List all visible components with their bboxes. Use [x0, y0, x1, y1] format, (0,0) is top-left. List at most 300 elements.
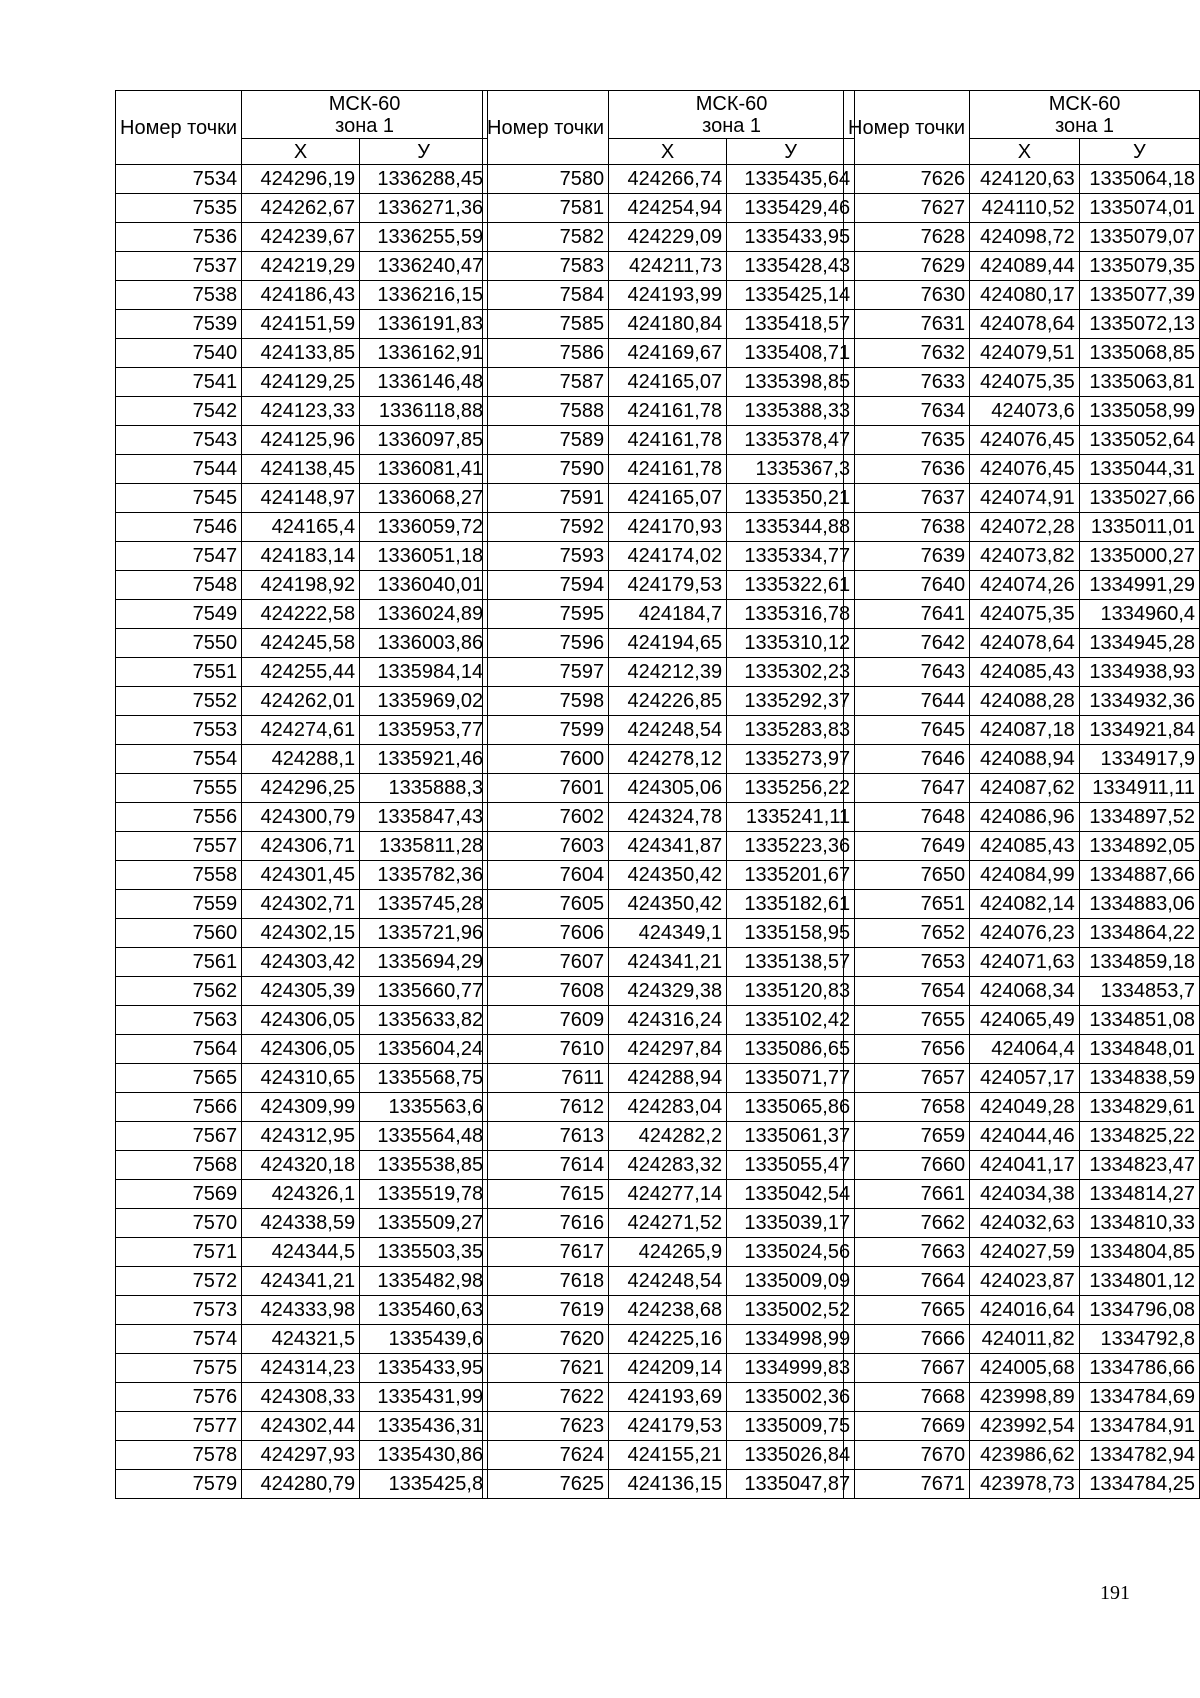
- y-coordinate-cell: 1335429,46: [727, 194, 855, 223]
- point-number-cell: 7654: [844, 977, 970, 1006]
- point-number-cell: 7536: [116, 223, 242, 252]
- table-row: [844, 1064, 1200, 1093]
- x-coordinate-cell: 424041,17: [970, 1151, 1080, 1180]
- point-number-cell: 7664: [844, 1267, 970, 1296]
- point-number-cell: 7583: [483, 252, 609, 281]
- x-coordinate-cell: 424301,45: [242, 861, 360, 890]
- table-row: [483, 194, 855, 223]
- point-number-cell: 7642: [844, 629, 970, 658]
- point-number-cell: 7534: [116, 165, 242, 194]
- point-number-cell: 7601: [483, 774, 609, 803]
- y-coordinate-cell: 1335158,95: [727, 919, 855, 948]
- y-coordinate-cell: 1335002,52: [727, 1296, 855, 1325]
- point-number-cell: 7609: [483, 1006, 609, 1035]
- x-coordinate-cell: 424341,21: [609, 948, 727, 977]
- point-number-cell: 7623: [483, 1412, 609, 1441]
- table-row: [116, 455, 488, 484]
- y-coordinate-cell: 1335439,6: [360, 1325, 488, 1354]
- point-number-cell: 7606: [483, 919, 609, 948]
- table-row: [844, 310, 1200, 339]
- x-coordinate-cell: 424297,84: [609, 1035, 727, 1064]
- table-row: [116, 977, 488, 1006]
- table-row: [483, 252, 855, 281]
- table-row: [483, 658, 855, 687]
- point-number-cell: 7639: [844, 542, 970, 571]
- x-coordinate-cell: 424226,85: [609, 687, 727, 716]
- y-coordinate-cell: 1335058,99: [1079, 397, 1199, 426]
- x-coordinate-cell: 424133,85: [242, 339, 360, 368]
- system-label: МСК-60: [328, 92, 401, 115]
- x-coordinate-cell: 424194,65: [609, 629, 727, 658]
- x-coordinate-cell: 424110,52: [970, 194, 1080, 223]
- point-number-cell: 7603: [483, 832, 609, 861]
- x-coordinate-cell: 424078,64: [970, 310, 1080, 339]
- y-coordinate-cell: 1335292,37: [727, 687, 855, 716]
- point-number-cell: 7589: [483, 426, 609, 455]
- table-row: [483, 774, 855, 803]
- y-coordinate-cell: 1335984,14: [360, 658, 488, 687]
- table-row: [483, 890, 855, 919]
- x-coordinate-cell: 424125,96: [242, 426, 360, 455]
- x-coordinate-cell: 424082,14: [970, 890, 1080, 919]
- coordinates-table-2: [482, 90, 855, 1499]
- y-coordinate-cell: 1335009,09: [727, 1267, 855, 1296]
- point-number-cell: 7552: [116, 687, 242, 716]
- point-number-cell: 7657: [844, 1064, 970, 1093]
- table-row: [116, 339, 488, 368]
- x-coordinate-cell: 424316,24: [609, 1006, 727, 1035]
- point-number-cell: 7613: [483, 1122, 609, 1151]
- zone-label: зона 1: [702, 114, 762, 137]
- point-number-cell: 7640: [844, 571, 970, 600]
- table-row: [116, 1441, 488, 1470]
- x-coordinate-cell: 424288,1: [242, 745, 360, 774]
- y-coordinate-cell: 1335433,95: [727, 223, 855, 252]
- y-coordinate-cell: 1335065,86: [727, 1093, 855, 1122]
- x-coordinate-cell: 424262,67: [242, 194, 360, 223]
- point-number-header: Номер точки: [483, 91, 609, 165]
- point-number-cell: 7645: [844, 716, 970, 745]
- table-row: [483, 1035, 855, 1064]
- table-row: [116, 426, 488, 455]
- x-coordinate-cell: 424308,33: [242, 1383, 360, 1412]
- table-row: [483, 977, 855, 1006]
- table-row: [116, 890, 488, 919]
- coordinate-system-header: [609, 91, 855, 139]
- point-number-cell: 7558: [116, 861, 242, 890]
- point-number-cell: 7535: [116, 194, 242, 223]
- y-coordinate-cell: 1335302,23: [727, 658, 855, 687]
- table-row: [844, 1238, 1200, 1267]
- y-coordinate-cell: 1336191,83: [360, 310, 488, 339]
- y-coordinate-cell: 1335811,28: [360, 832, 488, 861]
- table-row: [116, 861, 488, 890]
- table-row: [116, 513, 488, 542]
- table-row: [483, 1180, 855, 1209]
- table-row: [844, 426, 1200, 455]
- table-row: [483, 1267, 855, 1296]
- table-row: [116, 1151, 488, 1180]
- y-coordinate-cell: 1335344,88: [727, 513, 855, 542]
- table-row: [483, 571, 855, 600]
- x-coordinate-cell: 424138,45: [242, 455, 360, 484]
- x-coordinate-cell: 424073,6: [970, 397, 1080, 426]
- y-coordinate-cell: 1336040,01: [360, 571, 488, 600]
- y-coordinate-cell: 1334786,66: [1079, 1354, 1199, 1383]
- point-number-cell: 7670: [844, 1441, 970, 1470]
- x-coordinate-cell: 424180,84: [609, 310, 727, 339]
- y-coordinate-cell: 1334883,06: [1079, 890, 1199, 919]
- x-coordinate-cell: 424222,58: [242, 600, 360, 629]
- y-coordinate-cell: 1334804,85: [1079, 1238, 1199, 1267]
- x-coordinate-cell: 424306,05: [242, 1006, 360, 1035]
- table-row: [116, 484, 488, 513]
- table-row: [844, 194, 1200, 223]
- point-number-cell: 7621: [483, 1354, 609, 1383]
- x-coordinate-cell: 424278,12: [609, 745, 727, 774]
- y-coordinate-cell: 1336255,59: [360, 223, 488, 252]
- x-coordinate-cell: 424282,2: [609, 1122, 727, 1151]
- point-number-cell: 7539: [116, 310, 242, 339]
- point-number-cell: 7630: [844, 281, 970, 310]
- point-number-cell: 7655: [844, 1006, 970, 1035]
- y-coordinate-cell: 1335044,31: [1079, 455, 1199, 484]
- x-coordinate-cell: 424136,15: [609, 1470, 727, 1499]
- table-row: [116, 687, 488, 716]
- y-coordinate-cell: 1335745,28: [360, 890, 488, 919]
- table-row: [844, 339, 1200, 368]
- table-row: [844, 687, 1200, 716]
- point-number-cell: 7671: [844, 1470, 970, 1499]
- y-coordinate-cell: 1335428,43: [727, 252, 855, 281]
- table-row: [116, 629, 488, 658]
- point-number-cell: 7651: [844, 890, 970, 919]
- y-coordinate-cell: 1335074,01: [1079, 194, 1199, 223]
- y-coordinate-cell: 1335398,85: [727, 368, 855, 397]
- x-coordinate-cell: 424089,44: [970, 252, 1080, 281]
- y-coordinate-cell: 1334829,61: [1079, 1093, 1199, 1122]
- x-coordinate-cell: 424329,38: [609, 977, 727, 1006]
- y-coordinate-cell: 1335538,85: [360, 1151, 488, 1180]
- y-coordinate-cell: 1335273,97: [727, 745, 855, 774]
- table-row: [483, 1122, 855, 1151]
- table-body: [483, 165, 855, 1499]
- point-number-cell: 7590: [483, 455, 609, 484]
- table-row: [483, 1441, 855, 1470]
- y-coordinate-cell: 1335077,39: [1079, 281, 1199, 310]
- table-row: [483, 513, 855, 542]
- point-number-cell: 7620: [483, 1325, 609, 1354]
- x-coordinate-cell: 424064,4: [970, 1035, 1080, 1064]
- point-number-cell: 7618: [483, 1267, 609, 1296]
- point-number-cell: 7566: [116, 1093, 242, 1122]
- table-row: [116, 1238, 488, 1267]
- point-number-cell: 7591: [483, 484, 609, 513]
- x-coordinate-cell: 424085,43: [970, 658, 1080, 687]
- table-row: [116, 774, 488, 803]
- x-coordinate-cell: 424079,51: [970, 339, 1080, 368]
- y-coordinate-cell: 1334784,25: [1079, 1470, 1199, 1499]
- table-row: [483, 310, 855, 339]
- table-row: [483, 165, 855, 194]
- point-number-cell: 7551: [116, 658, 242, 687]
- table-row: [483, 1238, 855, 1267]
- y-coordinate-cell: 1336068,27: [360, 484, 488, 513]
- point-number-cell: 7543: [116, 426, 242, 455]
- point-number-cell: 7644: [844, 687, 970, 716]
- y-coordinate-cell: 1335310,12: [727, 629, 855, 658]
- point-number-cell: 7659: [844, 1122, 970, 1151]
- y-coordinate-cell: 1335921,46: [360, 745, 488, 774]
- table-row: [844, 252, 1200, 281]
- y-coordinate-cell: 1334960,4: [1079, 600, 1199, 629]
- point-number-cell: 7580: [483, 165, 609, 194]
- table-row: [483, 745, 855, 774]
- y-coordinate-cell: 1335519,78: [360, 1180, 488, 1209]
- table-row: [844, 1354, 1200, 1383]
- y-coordinate-cell: 1335564,48: [360, 1122, 488, 1151]
- table-row: [116, 310, 488, 339]
- x-coordinate-cell: 424071,63: [970, 948, 1080, 977]
- y-coordinate-cell: 1335431,99: [360, 1383, 488, 1412]
- table-row: [116, 397, 488, 426]
- table-row: [116, 194, 488, 223]
- x-coordinate-cell: 424179,53: [609, 1412, 727, 1441]
- y-coordinate-cell: 1334897,52: [1079, 803, 1199, 832]
- y-coordinate-cell: 1335425,8: [360, 1470, 488, 1499]
- system-label: МСК-60: [1048, 92, 1121, 115]
- point-number-cell: 7593: [483, 542, 609, 571]
- x-coordinate-cell: 424032,63: [970, 1209, 1080, 1238]
- x-coordinate-cell: 424148,97: [242, 484, 360, 513]
- point-number-cell: 7599: [483, 716, 609, 745]
- point-number-cell: 7612: [483, 1093, 609, 1122]
- table-row: [844, 484, 1200, 513]
- x-coordinate-cell: 424238,68: [609, 1296, 727, 1325]
- point-number-cell: 7637: [844, 484, 970, 513]
- y-coordinate-cell: 1334921,84: [1079, 716, 1199, 745]
- table-row: [116, 542, 488, 571]
- y-coordinate-cell: 1336059,72: [360, 513, 488, 542]
- point-number-cell: 7557: [116, 832, 242, 861]
- table-row: [483, 1064, 855, 1093]
- point-number-cell: 7607: [483, 948, 609, 977]
- point-number-cell: 7562: [116, 977, 242, 1006]
- point-number-header: Номер точки: [116, 91, 242, 165]
- x-coordinate-cell: 424310,65: [242, 1064, 360, 1093]
- table-row: [116, 948, 488, 977]
- x-coordinate-cell: 424123,33: [242, 397, 360, 426]
- y-coordinate-cell: 1336271,36: [360, 194, 488, 223]
- x-header: Х: [609, 139, 727, 165]
- point-number-cell: 7650: [844, 861, 970, 890]
- x-coordinate-cell: 424044,46: [970, 1122, 1080, 1151]
- y-coordinate-cell: 1335782,36: [360, 861, 488, 890]
- point-number-cell: 7541: [116, 368, 242, 397]
- x-coordinate-cell: 424303,42: [242, 948, 360, 977]
- y-coordinate-cell: 1336146,48: [360, 368, 488, 397]
- table-row: [844, 716, 1200, 745]
- y-coordinate-cell: 1335418,57: [727, 310, 855, 339]
- x-coordinate-cell: 424198,92: [242, 571, 360, 600]
- point-number-cell: 7649: [844, 832, 970, 861]
- y-coordinate-cell: 1335430,86: [360, 1441, 488, 1470]
- point-number-cell: 7634: [844, 397, 970, 426]
- point-number-cell: 7546: [116, 513, 242, 542]
- table-row: [116, 803, 488, 832]
- y-coordinate-cell: 1334810,33: [1079, 1209, 1199, 1238]
- y-coordinate-cell: 1335509,27: [360, 1209, 488, 1238]
- table-row: [844, 1267, 1200, 1296]
- x-coordinate-cell: 424255,44: [242, 658, 360, 687]
- table-row: [116, 1006, 488, 1035]
- y-coordinate-cell: 1336216,15: [360, 281, 488, 310]
- point-number-cell: 7584: [483, 281, 609, 310]
- coordinates-table-1: [115, 90, 488, 1499]
- table-row: [844, 861, 1200, 890]
- y-coordinate-cell: 1335425,14: [727, 281, 855, 310]
- table-row: [844, 1151, 1200, 1180]
- y-coordinate-cell: 1335120,83: [727, 977, 855, 1006]
- x-header: Х: [970, 139, 1080, 165]
- point-number-cell: 7600: [483, 745, 609, 774]
- point-number-cell: 7666: [844, 1325, 970, 1354]
- x-coordinate-cell: 424254,94: [609, 194, 727, 223]
- x-coordinate-cell: 424271,52: [609, 1209, 727, 1238]
- table-row: [483, 1296, 855, 1325]
- y-coordinate-cell: 1335482,98: [360, 1267, 488, 1296]
- y-coordinate-cell: 1335367,3: [727, 455, 855, 484]
- x-coordinate-cell: 424306,05: [242, 1035, 360, 1064]
- x-coordinate-cell: 424184,7: [609, 600, 727, 629]
- table-row: [483, 687, 855, 716]
- y-coordinate-cell: 1335079,35: [1079, 252, 1199, 281]
- point-number-cell: 7596: [483, 629, 609, 658]
- y-coordinate-cell: 1335969,02: [360, 687, 488, 716]
- point-number-cell: 7582: [483, 223, 609, 252]
- y-coordinate-cell: 1334999,83: [727, 1354, 855, 1383]
- x-coordinate-cell: 424266,74: [609, 165, 727, 194]
- x-coordinate-cell: 424076,45: [970, 426, 1080, 455]
- y-coordinate-cell: 1334838,59: [1079, 1064, 1199, 1093]
- y-coordinate-cell: 1335047,87: [727, 1470, 855, 1499]
- point-number-cell: 7643: [844, 658, 970, 687]
- y-coordinate-cell: 1334892,05: [1079, 832, 1199, 861]
- table-row: [116, 1093, 488, 1122]
- x-coordinate-cell: 424274,61: [242, 716, 360, 745]
- table-row: [116, 1325, 488, 1354]
- table-row: [483, 455, 855, 484]
- point-number-cell: 7549: [116, 600, 242, 629]
- point-number-cell: 7633: [844, 368, 970, 397]
- table-row: [116, 1383, 488, 1412]
- table-row: [844, 1383, 1200, 1412]
- y-coordinate-cell: 1335322,61: [727, 571, 855, 600]
- system-label: МСК-60: [695, 92, 768, 115]
- x-coordinate-cell: 424086,96: [970, 803, 1080, 832]
- x-coordinate-cell: 424212,39: [609, 658, 727, 687]
- x-coordinate-cell: 424084,99: [970, 861, 1080, 890]
- point-number-cell: 7548: [116, 571, 242, 600]
- y-coordinate-cell: 1336162,91: [360, 339, 488, 368]
- y-coordinate-cell: 1334796,08: [1079, 1296, 1199, 1325]
- table-row: [116, 600, 488, 629]
- table-row: [116, 658, 488, 687]
- point-number-cell: 7542: [116, 397, 242, 426]
- table-row: [844, 368, 1200, 397]
- x-coordinate-cell: 424186,43: [242, 281, 360, 310]
- x-header: Х: [242, 139, 360, 165]
- point-number-cell: 7575: [116, 1354, 242, 1383]
- table-row: [844, 1441, 1200, 1470]
- y-coordinate-cell: 1334945,28: [1079, 629, 1199, 658]
- point-number-cell: 7563: [116, 1006, 242, 1035]
- x-coordinate-cell: 424087,18: [970, 716, 1080, 745]
- table-row: [483, 600, 855, 629]
- y-coordinate-cell: 1335063,81: [1079, 368, 1199, 397]
- point-number-cell: 7648: [844, 803, 970, 832]
- table-row: [844, 542, 1200, 571]
- y-coordinate-cell: 1335888,3: [360, 774, 488, 803]
- point-number-cell: 7565: [116, 1064, 242, 1093]
- point-number-cell: 7628: [844, 223, 970, 252]
- table-row: [844, 281, 1200, 310]
- x-coordinate-cell: 424179,53: [609, 571, 727, 600]
- x-coordinate-cell: 424016,64: [970, 1296, 1080, 1325]
- y-coordinate-cell: 1335009,75: [727, 1412, 855, 1441]
- x-coordinate-cell: 424349,1: [609, 919, 727, 948]
- x-coordinate-cell: 423992,54: [970, 1412, 1080, 1441]
- x-coordinate-cell: 424165,07: [609, 484, 727, 513]
- table-body: [116, 165, 488, 1499]
- table-row: [483, 716, 855, 745]
- x-coordinate-cell: 424193,69: [609, 1383, 727, 1412]
- coordinates-table-3: [843, 90, 1200, 1499]
- table-row: [844, 745, 1200, 774]
- y-coordinate-cell: 1335027,66: [1079, 484, 1199, 513]
- table-row: [116, 1354, 488, 1383]
- x-coordinate-cell: 424074,91: [970, 484, 1080, 513]
- point-number-cell: 7556: [116, 803, 242, 832]
- table-row: [483, 223, 855, 252]
- coordinate-system-header: [970, 91, 1200, 139]
- y-coordinate-cell: 1335283,83: [727, 716, 855, 745]
- x-coordinate-cell: 424129,25: [242, 368, 360, 397]
- table-row: [844, 658, 1200, 687]
- table-row: [483, 948, 855, 977]
- point-number-cell: 7554: [116, 745, 242, 774]
- point-number-cell: 7605: [483, 890, 609, 919]
- y-coordinate-cell: 1335378,47: [727, 426, 855, 455]
- point-number-cell: 7560: [116, 919, 242, 948]
- point-number-cell: 7615: [483, 1180, 609, 1209]
- x-coordinate-cell: 424165,4: [242, 513, 360, 542]
- x-coordinate-cell: 423986,62: [970, 1441, 1080, 1470]
- point-number-cell: 7611: [483, 1064, 609, 1093]
- y-coordinate-cell: 1335068,85: [1079, 339, 1199, 368]
- x-coordinate-cell: 424165,07: [609, 368, 727, 397]
- point-number-cell: 7627: [844, 194, 970, 223]
- y-coordinate-cell: 1334792,8: [1079, 1325, 1199, 1354]
- point-number-cell: 7576: [116, 1383, 242, 1412]
- point-number-cell: 7668: [844, 1383, 970, 1412]
- x-coordinate-cell: 424074,26: [970, 571, 1080, 600]
- point-number-cell: 7632: [844, 339, 970, 368]
- y-coordinate-cell: 1334998,99: [727, 1325, 855, 1354]
- table-row: [483, 281, 855, 310]
- point-number-cell: 7602: [483, 803, 609, 832]
- table-row: [116, 1209, 488, 1238]
